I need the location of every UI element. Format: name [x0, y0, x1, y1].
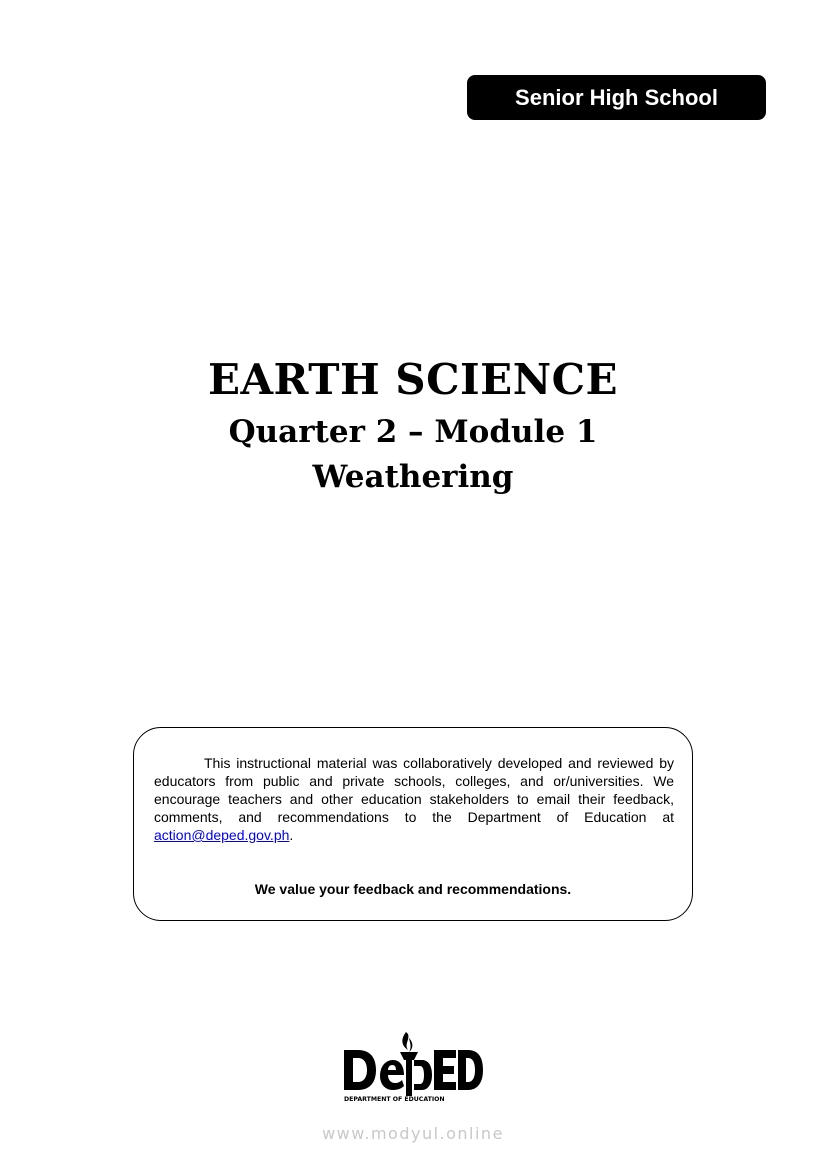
feedback-notice-box: [133, 727, 693, 921]
notice-period: .: [289, 827, 294, 843]
deped-tagline: DEPARTMENT OF EDUCATION: [344, 1096, 445, 1103]
deped-logo: [342, 1030, 484, 1104]
module-subtitle: Quarter 2 – Module 1: [228, 414, 598, 450]
feedback-closing: We value your feedback and recommendations.: [254, 881, 572, 897]
website-watermark: www.modyul.online: [322, 1124, 504, 1143]
email-link[interactable]: action@deped.gov.ph: [154, 827, 290, 843]
senior-high-school-badge: Senior High School: [467, 75, 766, 120]
notice-paragraph: [154, 754, 674, 844]
module-topic: Weathering: [312, 459, 514, 495]
cover-title-block: [0, 352, 826, 500]
page-title: EARTH SCIENCE: [207, 355, 619, 404]
notice-body-text: This instructional material was collaboratively developed and reviewed by educators from public and private schools, colleges, and or/universities. We encourage teachers and other education stakeholders to email their feedback, comments, and recommendations to the Department of Education at: [154, 755, 674, 825]
